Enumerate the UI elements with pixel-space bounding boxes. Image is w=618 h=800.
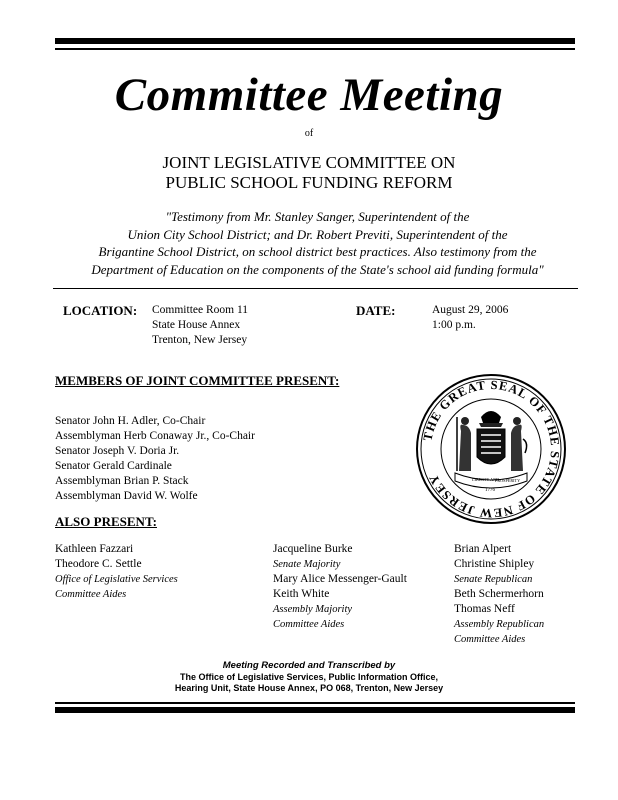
- subject-line-3: Brigantine School District, on school district best practices. Also testimony from the: [98, 244, 537, 259]
- member-item: Assemblyman David W. Wolfe: [55, 490, 198, 502]
- transcription-credit: [0, 660, 618, 695]
- staff-affiliation: Assembly Majority: [273, 604, 353, 615]
- meeting-subject: [55, 208, 580, 278]
- staff-name: Thomas Neff: [454, 603, 515, 615]
- member-item: Senator Gerald Cardinale: [55, 460, 172, 472]
- also-present-col-1: [55, 542, 178, 602]
- staff-name: Beth Schermerhorn: [454, 588, 544, 600]
- of-label: of: [304, 128, 314, 139]
- credit-line-2: Hearing Unit, State House Annex, PO 068, Trenton, New Jersey: [174, 683, 444, 693]
- location-line-2: State House Annex: [152, 319, 241, 331]
- great-seal-of-new-jersey-logo: [415, 373, 567, 525]
- members-list: [55, 414, 255, 504]
- date-label: DATE:: [356, 303, 396, 318]
- member-item: Assemblyman Brian P. Stack: [55, 475, 189, 487]
- subject-line-1: "Testimony from Mr. Stanley Sanger, Superintendent of the: [165, 209, 470, 224]
- subject-line-4: Department of Education on the components of the State's school aid funding formula": [91, 261, 544, 277]
- staff-affiliation: Committee Aides: [273, 619, 345, 630]
- staff-affiliation: Senate Majority: [273, 559, 341, 570]
- staff-name: Theodore C. Settle: [55, 558, 142, 570]
- staff-name: Jacqueline Burke: [273, 543, 353, 555]
- staff-name: Kathleen Fazzari: [55, 543, 134, 555]
- location-line-1: Committee Room 11: [152, 304, 249, 316]
- document-title: Committee Meeting: [114, 69, 504, 121]
- member-item: Senator Joseph V. Doria Jr.: [55, 445, 180, 457]
- staff-affiliation: Assembly Republican: [454, 619, 545, 630]
- also-present-col-3: [454, 542, 544, 647]
- location-address: [152, 303, 248, 348]
- seal-ribbon-right: PROSPERITY: [495, 478, 521, 483]
- staff-name: Brian Alpert: [454, 543, 512, 555]
- top-rule-thick: [55, 38, 575, 44]
- bottom-rule-thick: [55, 707, 575, 713]
- bottom-rule-thin: [55, 702, 575, 704]
- member-item: Assemblyman Herb Conaway Jr., Co-Chair: [55, 430, 255, 442]
- staff-affiliation: Senate Republican: [454, 574, 533, 585]
- staff-name: Keith White: [273, 588, 330, 600]
- also-present-col-2: [273, 542, 407, 632]
- subject-line-2: Union City School District; and Dr. Robert Previti, Superintendent of the: [127, 226, 508, 242]
- staff-name: Mary Alice Messenger-Gault: [273, 573, 407, 585]
- date-line-1: August 29, 2006: [432, 304, 509, 316]
- staff-affiliation: Office of Legislative Services: [55, 574, 178, 585]
- also-present-heading: ALSO PRESENT:: [55, 514, 157, 529]
- committee-name: [0, 153, 618, 193]
- seal-outer-text: THE GREAT SEAL OF THE STATE OF NEW JERSEY: [420, 377, 563, 521]
- seal-ribbon-left: LIBERTY AND: [472, 477, 500, 482]
- credit-lead: Meeting Recorded and Transcribed by: [222, 660, 396, 671]
- staff-affiliation: Committee Aides: [55, 589, 127, 600]
- location-line-3: Trenton, New Jersey: [152, 334, 248, 346]
- location-label: LOCATION:: [63, 303, 138, 318]
- member-item: Senator John H. Adler, Co-Chair: [55, 415, 206, 427]
- section-divider: [53, 288, 578, 289]
- committee-name-line-2: PUBLIC SCHOOL FUNDING REFORM: [165, 173, 453, 192]
- staff-affiliation: Committee Aides: [454, 634, 526, 645]
- committee-name-line-1: JOINT LEGISLATIVE COMMITTEE ON: [162, 153, 456, 172]
- date-value: [432, 303, 508, 333]
- date-line-2: 1:00 p.m.: [432, 319, 476, 331]
- staff-name: Christine Shipley: [454, 558, 535, 570]
- top-rule-thin: [55, 48, 575, 50]
- seal-year: 1776: [485, 488, 495, 493]
- members-heading: MEMBERS OF JOINT COMMITTEE PRESENT:: [55, 373, 340, 388]
- credit-line-1: The Office of Legislative Services, Public Information Office,: [179, 671, 439, 682]
